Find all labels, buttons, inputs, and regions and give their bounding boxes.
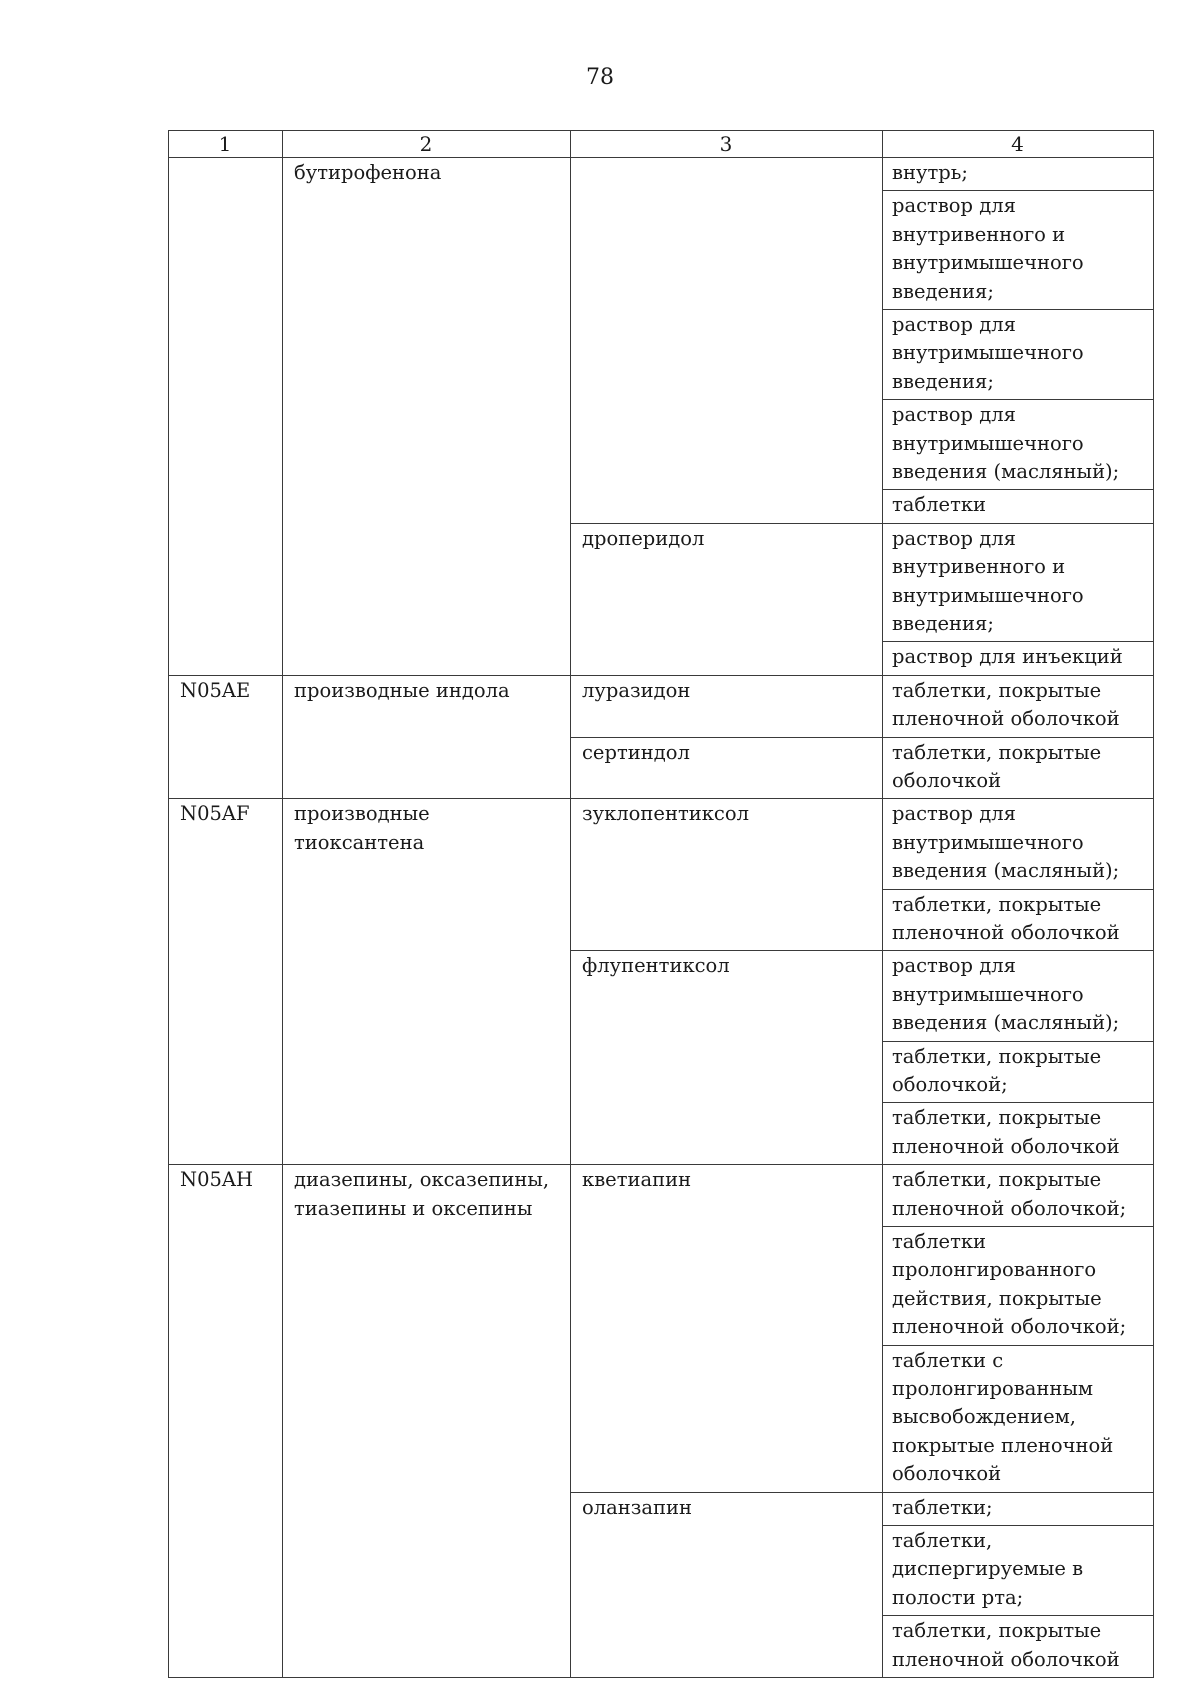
- dosage-form-line: высвобождением,: [892, 1405, 1077, 1429]
- group-name: производные: [294, 802, 430, 826]
- drug-name: дроперидол: [582, 526, 705, 550]
- dosage-form-line: таблетки, покрытые: [892, 1044, 1102, 1068]
- row-rule: [570, 737, 1154, 738]
- dosage-form-line: раствор для инъекций: [892, 645, 1123, 669]
- dosage-form-line: раствор для: [892, 802, 1016, 826]
- dosage-form-line: таблетки, покрытые: [892, 1168, 1102, 1192]
- dosage-form-line: полости рта;: [892, 1585, 1024, 1609]
- row-rule: [882, 889, 1154, 890]
- dosage-form-line: пленочной оболочкой;: [892, 1315, 1127, 1339]
- dosage-form-line: покрытые пленочной: [892, 1433, 1114, 1457]
- column-header-4: 4: [1011, 132, 1024, 156]
- dosage-form-line: оболочкой;: [892, 1073, 1008, 1096]
- drug-name: оланзапин: [582, 1495, 693, 1519]
- dosage-form-line: раствор для: [892, 403, 1016, 427]
- dosage-form-line: пленочной оболочкой: [892, 1647, 1120, 1671]
- group-name: бутирофенона: [294, 161, 442, 184]
- dosage-form-line: внутримышечного: [892, 431, 1084, 455]
- dosage-form-line: внутривенного и: [892, 555, 1066, 579]
- dosage-form-line: таблетки: [892, 1230, 987, 1253]
- page-number: 78: [586, 65, 614, 90]
- dosage-form-line: таблетки,: [892, 1529, 993, 1552]
- dosage-form-line: раствор для: [892, 526, 1016, 550]
- group-name: тиазепины и оксепины: [294, 1196, 533, 1220]
- column-rule: [1153, 130, 1154, 1678]
- group-name: производные индола: [294, 678, 510, 702]
- column-rule: [570, 130, 571, 1678]
- dosage-form-line: внутримышечного: [892, 251, 1084, 275]
- dosage-form-line: введения (масляный);: [892, 859, 1120, 883]
- dosage-form-line: пленочной оболочкой: [892, 921, 1120, 944]
- atc-code: N05AE: [180, 678, 251, 702]
- dosage-form-line: введения;: [892, 369, 994, 393]
- row-rule: [570, 523, 1154, 524]
- row-rule: [882, 1525, 1154, 1526]
- row-rule: [168, 675, 1154, 676]
- row-rule: [882, 399, 1154, 400]
- dosage-form-line: таблетки, покрытые: [892, 1619, 1102, 1643]
- column-rule: [282, 130, 283, 1678]
- dosage-form-line: таблетки, покрытые: [892, 1106, 1102, 1130]
- column-header-3: 3: [719, 132, 733, 156]
- row-rule: [882, 1615, 1154, 1616]
- row-rule: [882, 1345, 1154, 1346]
- dosage-form-line: внутримышечного: [892, 830, 1084, 854]
- dosage-form-line: раствор для: [892, 954, 1016, 978]
- drug-name: зуклопентиксол: [582, 802, 749, 826]
- atc-code: N05AH: [180, 1168, 253, 1192]
- row-rule: [168, 157, 1154, 158]
- column-header-2: 2: [419, 132, 433, 156]
- row-rule: [570, 950, 1154, 951]
- drug-name: сертиндол: [582, 740, 690, 764]
- dosage-form-line: таблетки;: [892, 1495, 993, 1519]
- dosage-form-line: введения (масляный);: [892, 460, 1120, 483]
- dosage-form-line: оболочкой: [892, 769, 1002, 792]
- dosage-form-line: таблетки, покрытые: [892, 740, 1102, 764]
- row-rule: [882, 489, 1154, 490]
- row-rule: [168, 1677, 1154, 1678]
- row-rule: [882, 641, 1154, 642]
- drug-name: флупентиксол: [582, 954, 730, 978]
- row-rule: [168, 1164, 1154, 1165]
- group-name: тиоксантена: [294, 830, 425, 854]
- row-rule: [882, 309, 1154, 310]
- dosage-form-line: оболочкой: [892, 1462, 1002, 1486]
- dosage-form-line: раствор для: [892, 313, 1016, 336]
- column-rule: [168, 130, 169, 1678]
- drug-name: луразидон: [582, 678, 691, 702]
- row-rule: [570, 1492, 1154, 1493]
- row-rule: [882, 1102, 1154, 1103]
- dosage-form-line: таблетки: [892, 493, 987, 517]
- atc-code: N05AF: [180, 802, 250, 826]
- column-rule: [882, 130, 883, 1678]
- dosage-form-line: введения (масляный);: [892, 1011, 1120, 1035]
- dosage-form-line: внутримышечного: [892, 583, 1084, 607]
- dosage-form-line: внутривенного и: [892, 222, 1066, 246]
- dosage-form-line: раствор для: [892, 194, 1016, 218]
- dosage-form-line: внутримышечного: [892, 982, 1084, 1006]
- dosage-form-line: таблетки с: [892, 1348, 1004, 1372]
- row-rule: [882, 1226, 1154, 1227]
- dosage-form-line: пленочной оболочкой: [892, 1134, 1120, 1158]
- column-header-1: 1: [218, 132, 232, 156]
- dosage-form-line: пролонгированным: [892, 1377, 1094, 1400]
- dosage-form-line: таблетки, покрытые: [892, 678, 1102, 702]
- row-rule: [168, 798, 1154, 799]
- dosage-form-line: введения;: [892, 612, 994, 635]
- dosage-form-line: пленочной оболочкой: [892, 707, 1120, 731]
- row-rule: [882, 1041, 1154, 1042]
- dosage-form-line: введения;: [892, 279, 994, 303]
- dosage-form-line: действия, покрытые: [892, 1286, 1102, 1310]
- drug-name: кветиапин: [582, 1168, 692, 1192]
- dosage-form-line: внутрь;: [892, 161, 968, 184]
- dosage-form-line: пленочной оболочкой;: [892, 1196, 1127, 1220]
- dosage-form-line: диспергируемые в: [892, 1557, 1084, 1581]
- dosage-form-line: таблетки, покрытые: [892, 892, 1102, 916]
- dosage-form-line: пролонгированного: [892, 1258, 1097, 1282]
- row-rule: [882, 190, 1154, 191]
- dosage-form-line: внутримышечного: [892, 341, 1084, 365]
- group-name: диазепины, оксазепины,: [294, 1168, 550, 1192]
